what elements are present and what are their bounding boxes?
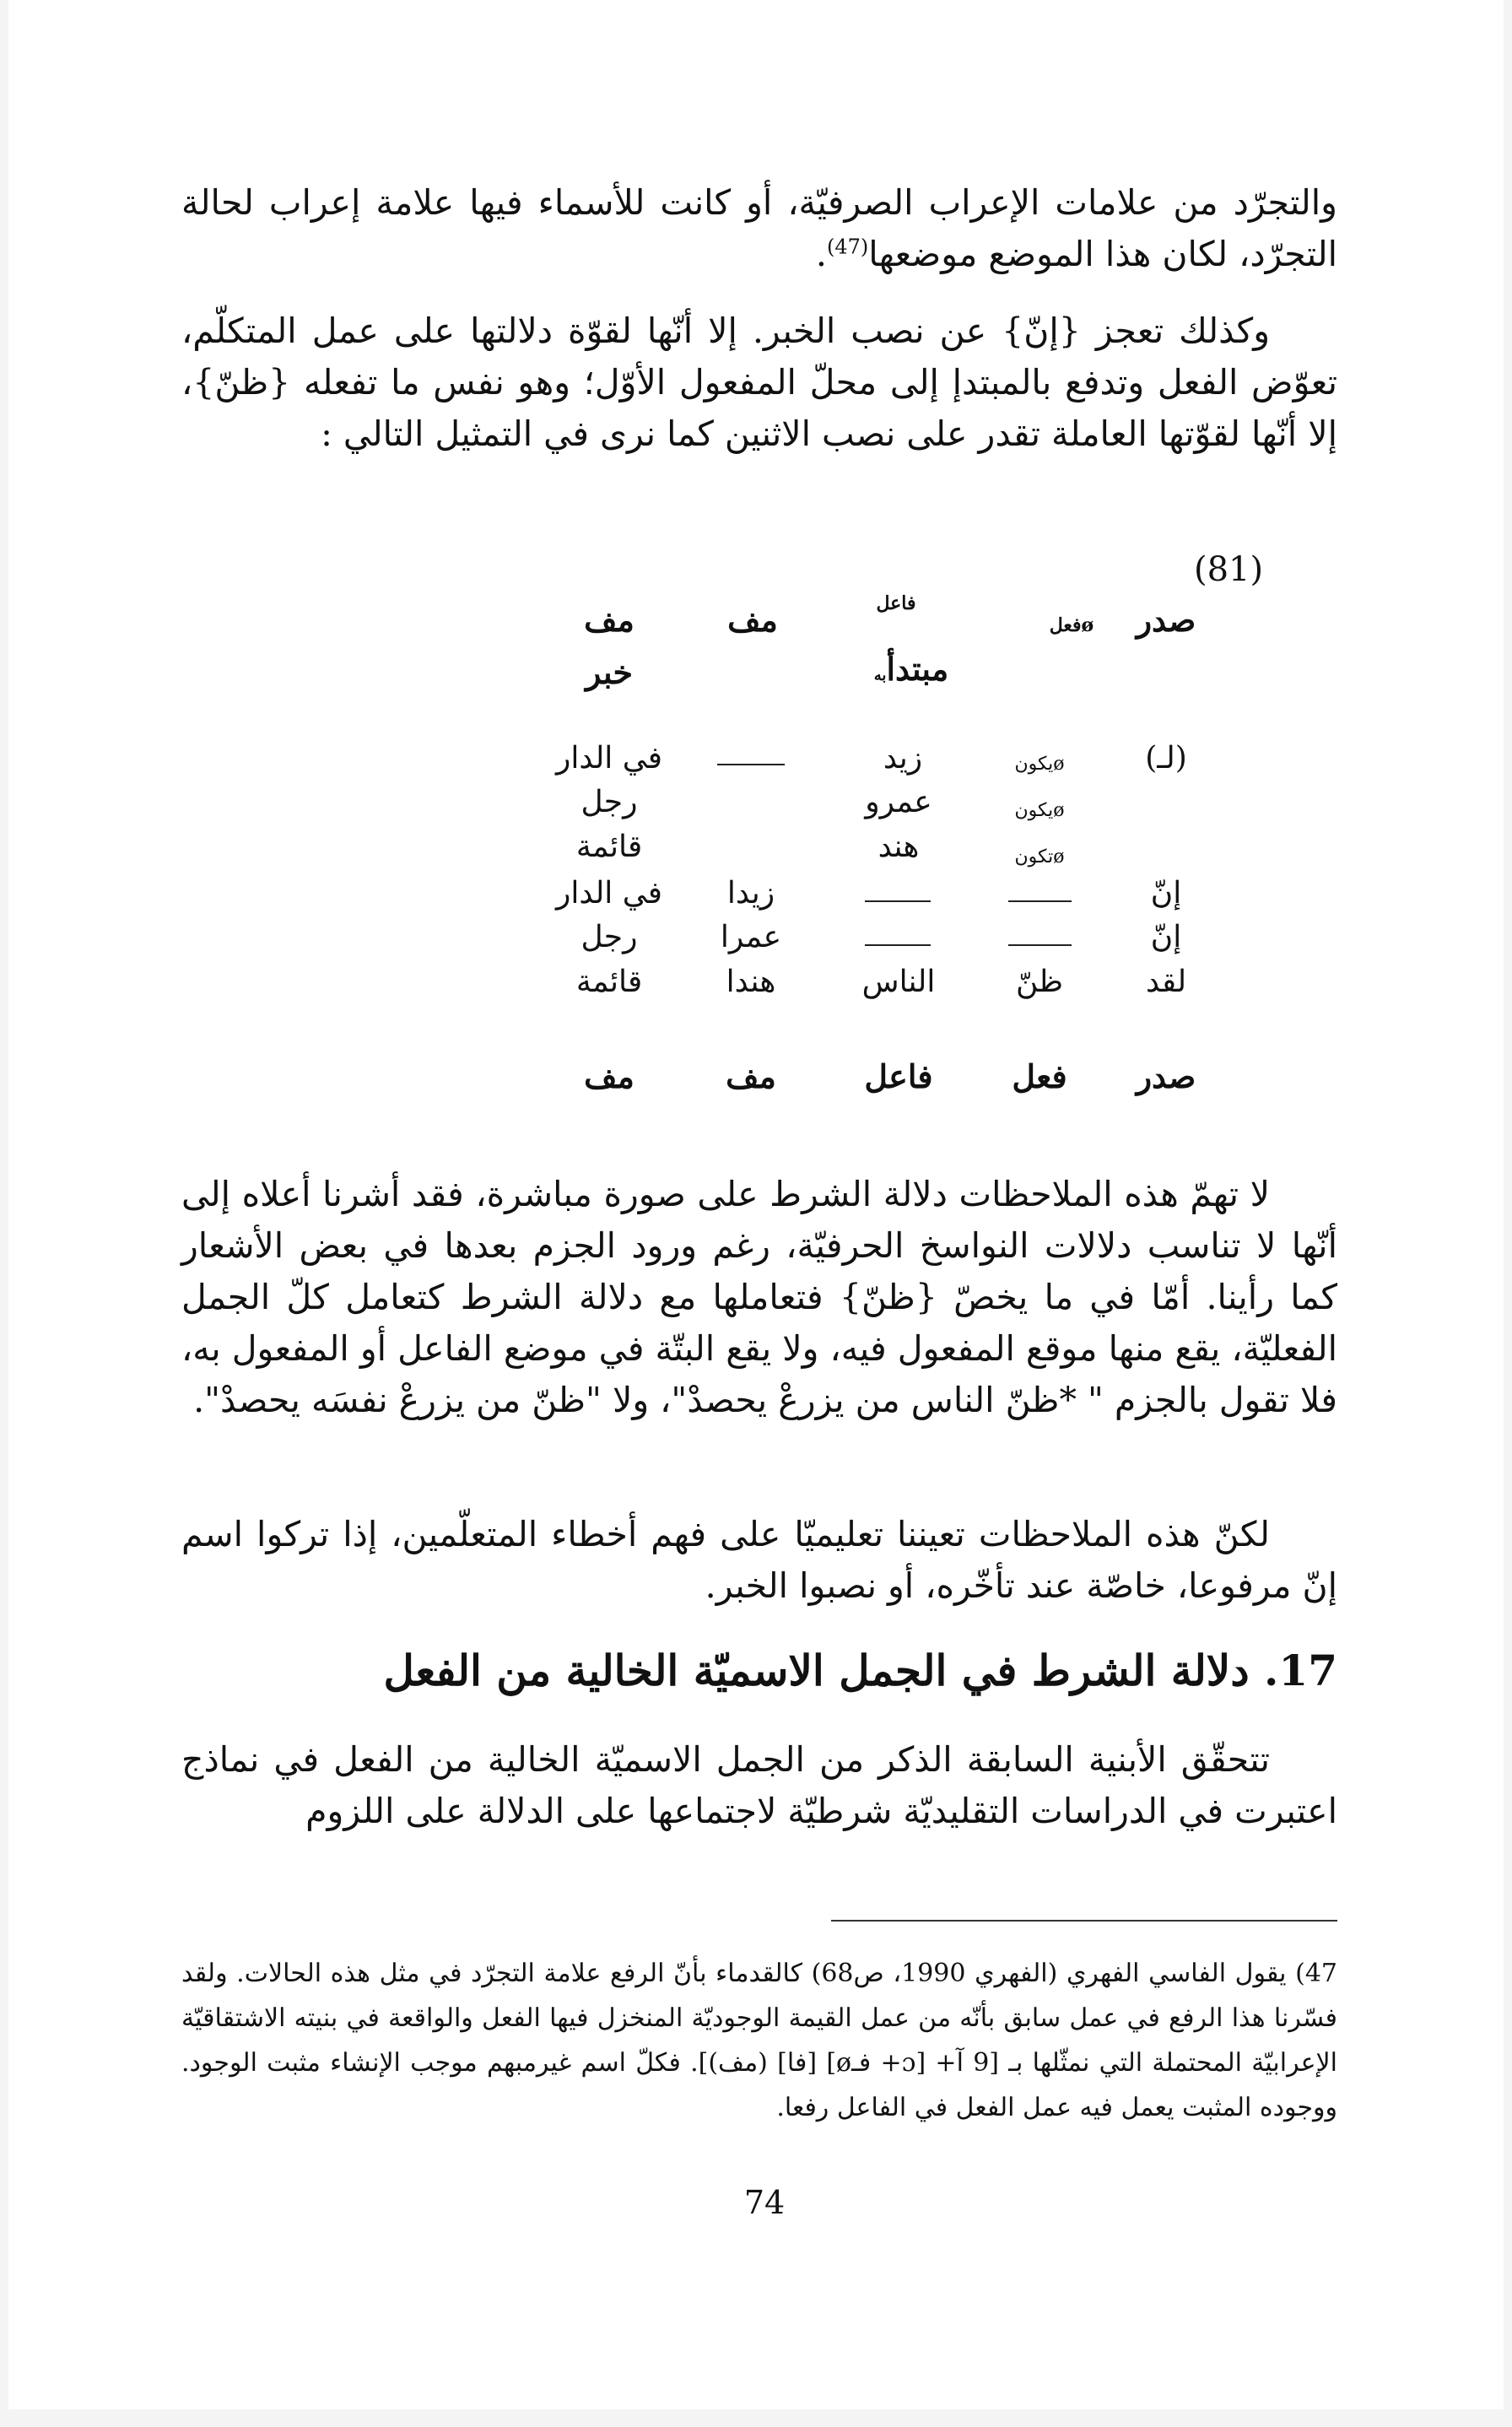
footer-fa3il: فاعل bbox=[864, 1057, 933, 1095]
row-1-fi3l: يكونø bbox=[1014, 754, 1065, 775]
paragraph-3: لا تهمّ هذه الملاحظات دلالة الشرط على صورة مباشرة، فقد أشرنا أعلاه إلى أنّها لا تناسب دلالات النواسخ الحرفيّة، رغم ورود الجزم بعدها في بعض الأشعار كما رأينا. أمّا في ما يخصّ {ظنّ} فتعاملها مع دلالة الشرط كتعامل كلّ الجمل الفعليّة، يقع منها موقع المفعول فيه، ولا يقع البتّة في موضع الفاعل أو المفعول به، فلا تقول بالجزم " *ظنّ الناس من يزرعْ يحصدْ"، ولا "ظنّ من يزرعْ نفسَه يحصدْ". bbox=[181, 1174, 1337, 1420]
footer-fi3l: فعل bbox=[1012, 1057, 1067, 1095]
paragraph-1-end: . bbox=[815, 234, 827, 274]
footer-maf2: مف bbox=[584, 1057, 634, 1095]
section-heading: 17. دلالة الشرط في الجمل الاسميّة الخالية من الفعل bbox=[383, 1646, 1337, 1695]
header-maf-4: مف bbox=[584, 601, 634, 639]
row-6-maf1: هندا bbox=[726, 965, 776, 999]
footnote-47: 47) يقول الفاسي الفهري (الفهري 1990، ص68) كالقدماء بأنّ الرفع علامة التجرّد في مثل هذه الحالات. ولقد فسّرنا هذا الرفع في عمل سابق بأنّه من عمل القيمة الوجوديّة المنخزل فيها الفعل والواقعة في بنيته الاشتقاقيّة الإعرابيّة المحتملة التي نمثّلها بـ [9 آ+ [ɔ+ فـø] [فا] (مف)]. فكلّ اسم غيرمبهم موجب الإنشاء مثبت الوجود. ووجوده المثبت يعمل فيه عمل الفعل في الفاعل رفعا. bbox=[181, 1959, 1337, 2122]
document-page bbox=[8, 0, 1504, 2409]
row-1-sadr: (لـ) bbox=[1145, 741, 1187, 776]
paragraph-4: لكنّ هذه الملاحظات تعيننا تعليميّا على فهم أخطاء المتعلّمين، إذا تركوا اسم إنّ مرفوعا، خاصّة عند تأخّره، أو نصبوا الخبر. bbox=[181, 1514, 1337, 1606]
paragraph-5: تتحقّق الأبنية السابقة الذكر من الجمل الاسميّة الخالية من الفعل في نماذج اعتبرت في الدراسات التقليديّة شرطيّة لاجتماعها على الدلالة على اللزوم bbox=[181, 1739, 1337, 1831]
example-number: (81) bbox=[1194, 550, 1264, 589]
row-6-sadr: لقد bbox=[1145, 965, 1187, 999]
paragraph-2: وكذلك تعجز {إنّ} عن نصب الخبر. إلا أنّها لقوّة دلالتها على عمل المتكلّم، تعوّض الفعل وتدفع بالمبتدإ إلى محلّ المفعول الأوّل؛ وهو نفس ما تفعله {ظنّ}، إلا أنّها لقوّتها العاملة تقدر على نصب الاثنين كما نرى في التمثيل التالي : bbox=[181, 311, 1337, 454]
row-4-sadr: إنّ bbox=[1150, 876, 1182, 911]
paragraph-1-text: والتجرّد من علامات الإعراب الصرفيّة، أو كانت للأسماء فيها علامة إعراب لحالة التجرّد، لكان هذا الموضع موضعها bbox=[181, 182, 1337, 274]
footnote-ref-47: (47) bbox=[826, 235, 869, 259]
header-khabar: خبر bbox=[586, 653, 633, 691]
row-6-fa3il: الناس bbox=[861, 965, 936, 999]
row-4-maf1: زيدا bbox=[726, 876, 775, 911]
row-2-fa3il: عمرو bbox=[865, 785, 932, 819]
row-1-maf1-dash bbox=[717, 764, 785, 765]
row-6-maf2: قائمة bbox=[575, 965, 643, 999]
row-6-fi3l: ظنّ bbox=[1015, 965, 1064, 999]
row-5-fi3l-dash bbox=[1008, 944, 1072, 946]
row-5-maf2: رجل bbox=[580, 920, 638, 954]
row-4-fi3l-dash bbox=[1008, 900, 1072, 902]
page-number: 74 bbox=[743, 2184, 786, 2221]
footer-maf1: مف bbox=[726, 1057, 776, 1095]
row-2-fi3l: يكونø bbox=[1014, 800, 1065, 821]
header-fa3il-small: فاعل bbox=[876, 592, 916, 614]
row-4-fa3il-dash bbox=[865, 900, 931, 902]
header-mubtada bbox=[874, 650, 948, 688]
paragraph-1 bbox=[181, 177, 1337, 280]
row-1-fa3il: زيد bbox=[883, 741, 923, 776]
header-bihi: به bbox=[873, 667, 887, 684]
row-1-maf2: في الدار bbox=[556, 741, 662, 776]
row-3-fa3il: هند bbox=[878, 830, 920, 864]
row-3-fi3l: تكونø bbox=[1014, 846, 1065, 868]
row-5-maf1: عمرا bbox=[720, 920, 782, 954]
header-mubtada-text: مبتدأ bbox=[886, 650, 949, 688]
row-2-maf2: رجل bbox=[580, 785, 638, 819]
header-sadr: صدر bbox=[1136, 601, 1196, 639]
footnote-separator bbox=[831, 1920, 1337, 1922]
row-5-fa3il-dash bbox=[865, 944, 931, 946]
header-fi3l: فعلø bbox=[1049, 614, 1094, 636]
header-maf-3: مف bbox=[727, 601, 778, 639]
row-3-maf2: قائمة bbox=[575, 830, 643, 864]
footer-sadr: صدر bbox=[1136, 1057, 1196, 1095]
row-4-maf2: في الدار bbox=[556, 876, 662, 911]
row-5-sadr: إنّ bbox=[1150, 920, 1182, 954]
